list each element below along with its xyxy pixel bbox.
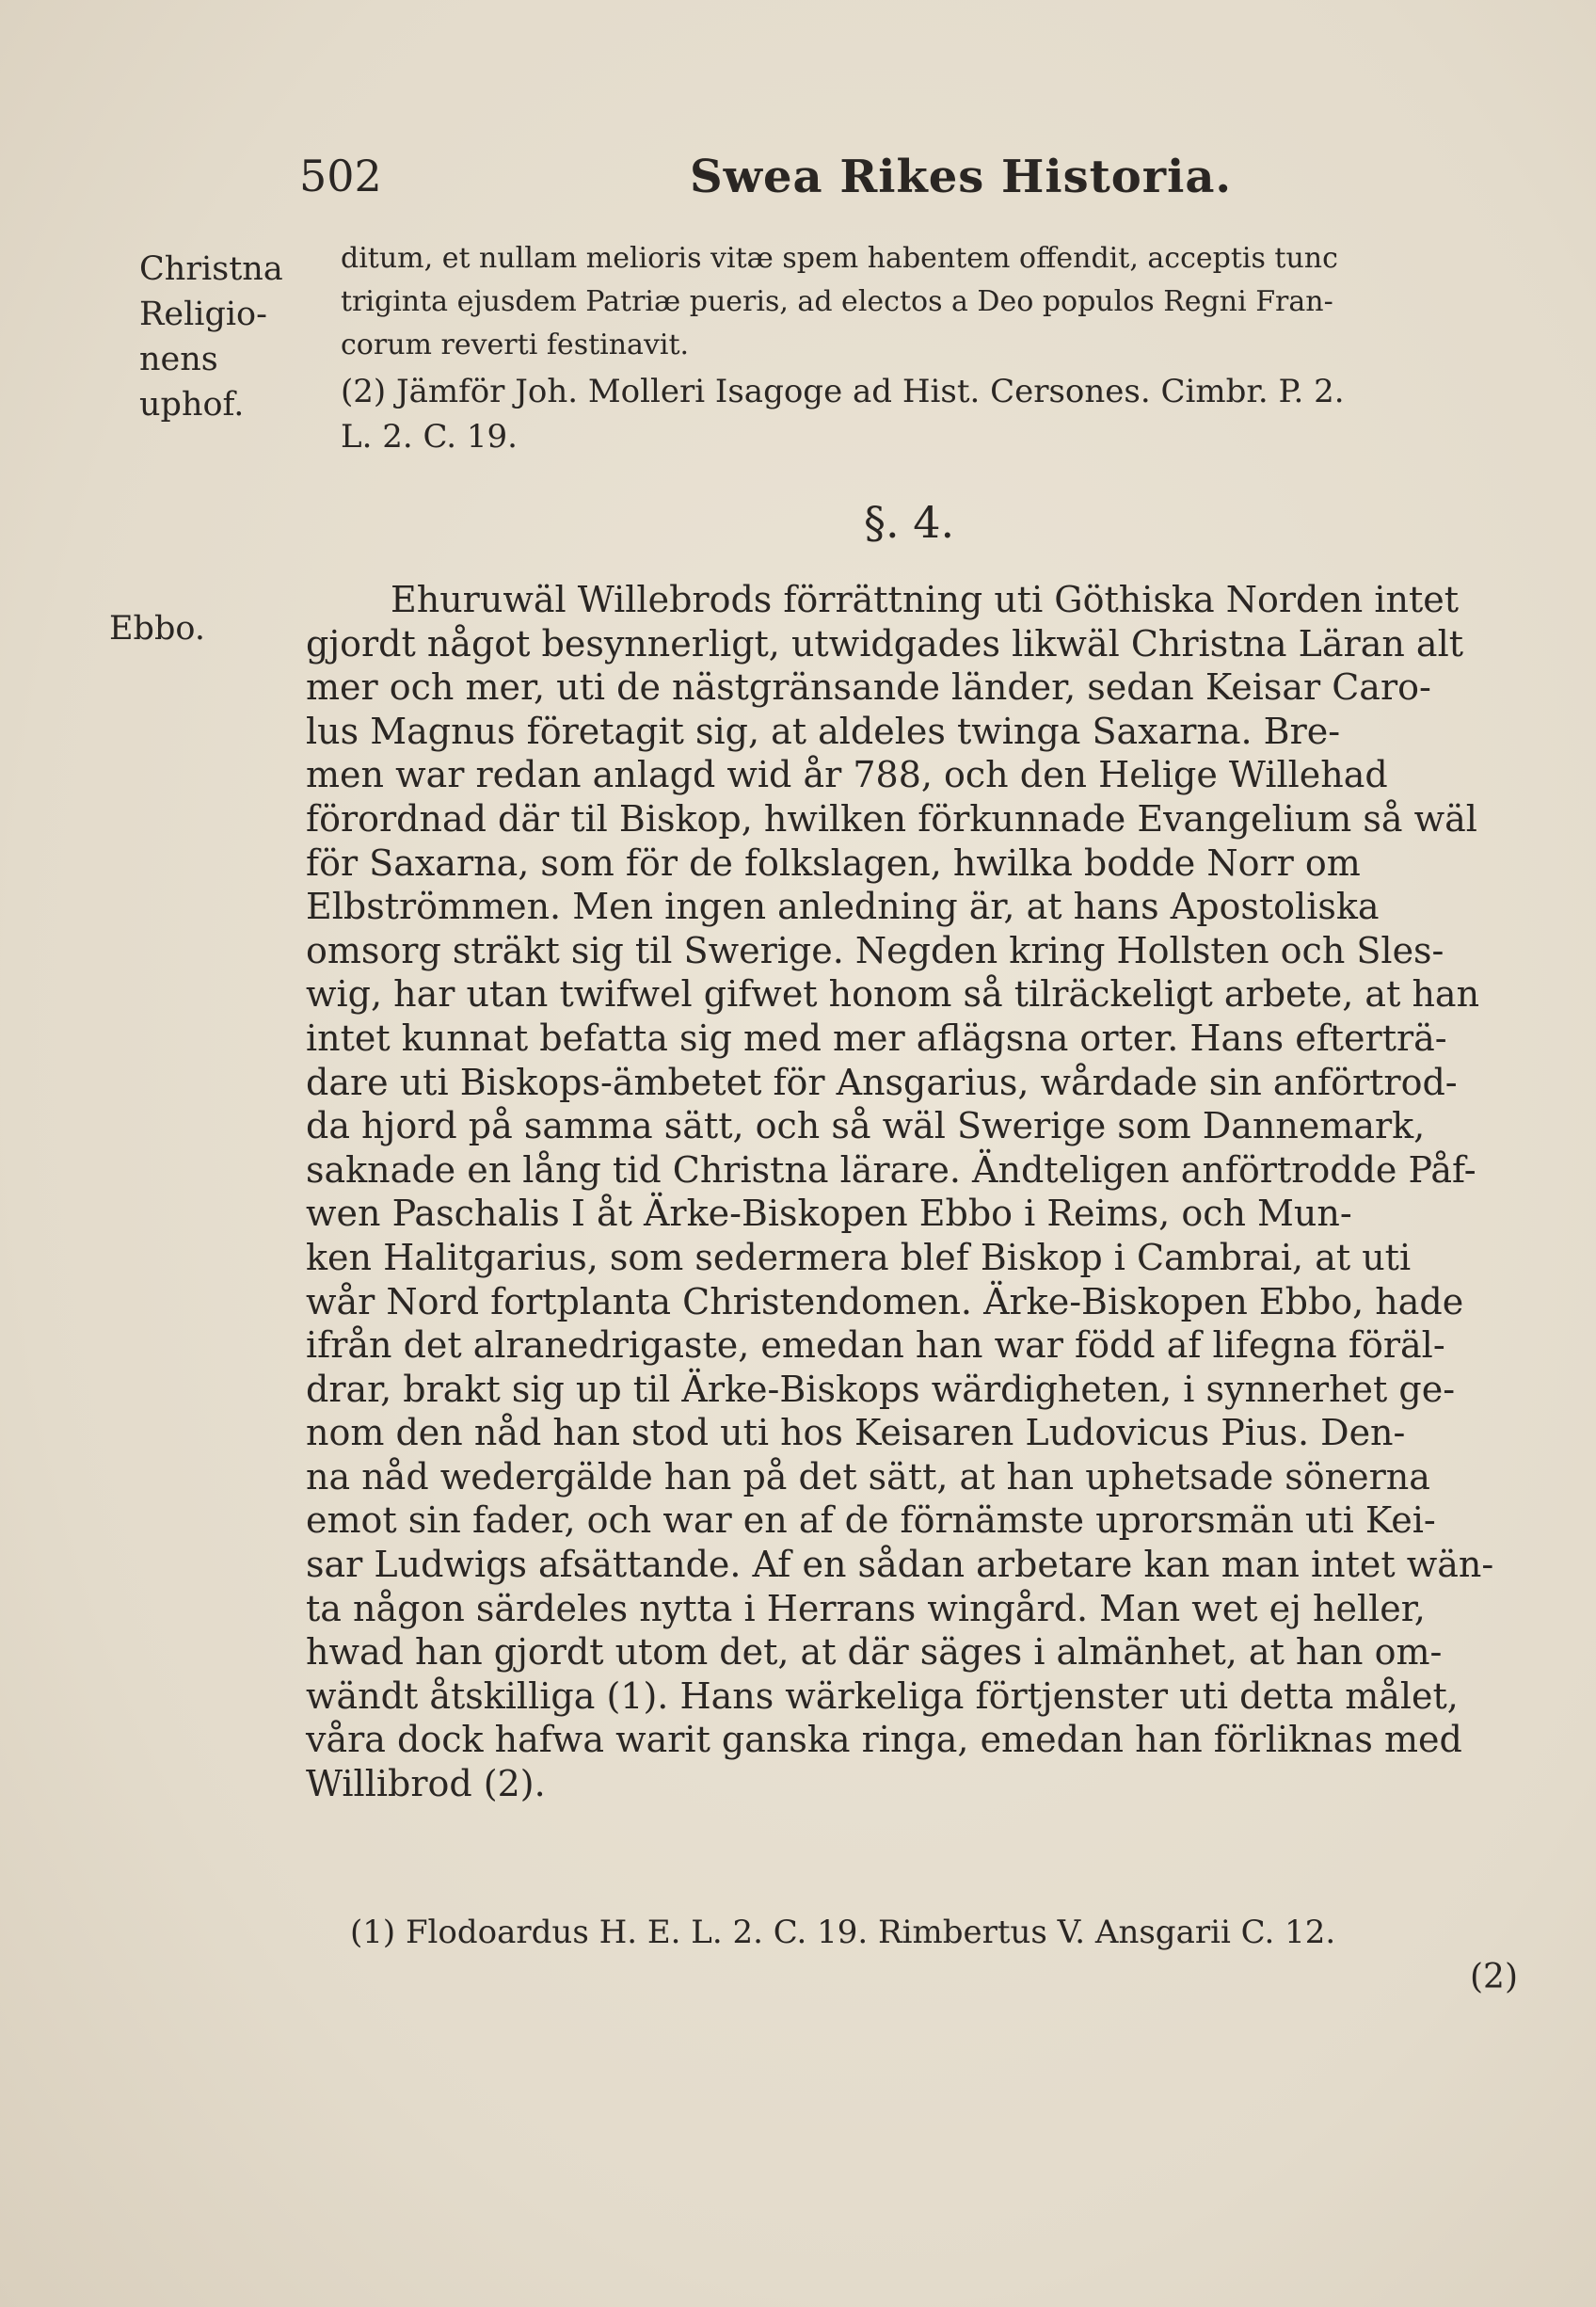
margin-note-ebbo: Ebbo. [109,610,205,648]
margin-note-line: Religio- [139,296,267,333]
footnote-line: ditum, et nullam melioris vitæ spem habentem offendit, acceptis tunc [341,242,1338,275]
body-line: Willibrod (2). [306,1763,546,1805]
body-line: Ehuruwäl Willebrods förrättning uti Göthiska Norden intet [391,579,1460,620]
body-line: dare uti Biskops-ämbetet för Ansgarius, wårdade sin anförtrod- [306,1061,1458,1103]
body-line: sar Ludwigs afsättande. Af en sådan arbetare kan man intet wän- [306,1544,1494,1586]
body-line: men war redan anlagd wid år 788, och den Helige Willehad [306,754,1388,796]
body-line: lus Magnus företagit sig, at aldeles twinga Saxarna. Bre- [306,710,1341,752]
footnote-continuation [341,237,1531,367]
body-line: na nåd wedergälde han på det sätt, at han uphetsade sönerna [306,1455,1430,1498]
body-line: wår Nord fortplanta Christendomen. Ärke-Biskopen Ebbo, hade [306,1280,1464,1322]
body-line: Elbströmmen. Men ingen anledning är, at hans Apostoliska [306,886,1380,928]
body-line: intet kunnat befatta sig med mer aflägsna orter. Hans efterträ- [306,1017,1447,1059]
body-line: mer och mer, uti de nästgränsande länder, sedan Keisar Caro- [306,666,1431,709]
footnote-1: (1) Flodoardus H. E. L. 2. C. 19. Rimbertus V. Ansgarii C. 12. [350,1914,1336,1951]
page-header [299,151,1532,207]
running-title: Swea Rikes Historia. [690,151,1233,203]
margin-note-line: nens [139,341,218,378]
margin-note-christna-religionens-uphof [139,247,283,427]
margin-note-line: uphof. [139,386,245,424]
body-line: da hjord på samma sätt, och så wäl Swerige som Dannemark, [306,1105,1426,1147]
body-line: gjordt något besynnerligt, utwidgades likwäl Christna Läran alt [306,622,1464,665]
body-line: ta någon särdeles nytta i Herrans wingård. Man wet ej heller, [306,1587,1426,1629]
body-line: våra dock hafwa warit ganska ringa, emedan han förliknas med [306,1719,1462,1761]
footnote-line: triginta ejusdem Patriæ pueris, ad electos a Deo populos Regni Fran- [341,285,1333,318]
body-line: hwad han gjordt utom det, at där säges i almänhet, at han om- [306,1631,1443,1674]
body-line: wig, har utan twifwel gifwet honom så tilräckeligt arbete, at han [306,973,1480,1016]
footnote-line: (2) Jämför Joh. Molleri Isagoge ad Hist. Cersones. Cimbr. P. 2. [341,373,1345,410]
body-line: wen Paschalis I åt Ärke-Biskopen Ebbo i Reims, och Mun- [306,1193,1352,1235]
body-line: omsorg sträkt sig til Swerige. Negden kring Hollsten och Sles- [306,929,1444,971]
body-line: wändt åtskilliga (1). Hans wärkeliga förtjenster uti detta målet, [306,1674,1459,1717]
body-line: emot sin fader, och war en af de förnämste uprorsmän uti Kei- [306,1499,1436,1542]
margin-note-line: Christna [139,250,283,288]
body-line: ken Halitgarius, som sedermera blef Biskop i Cambrai, at uti [306,1236,1412,1278]
body-text [306,578,1529,1806]
page-number: 502 [299,151,382,201]
section-heading: §. 4. [864,497,955,548]
body-line: nom den nåd han stod uti hos Keisaren Ludovicus Pius. Den- [306,1412,1406,1454]
footnote-line: corum reverti festinavit. [341,328,690,361]
body-line: för Saxarna, som för de folkslagen, hwilka bodde Norr om [306,841,1361,884]
footnote-2 [341,369,1531,459]
body-line: ifrån det alranedrigaste, emedan han war född af lifegna föräl- [306,1324,1445,1367]
body-line: förordnad där til Biskop, hwilken förkunnade Evangelium så wäl [306,797,1477,840]
body-line: saknade en lång tid Christna lärare. Ändteligen anförtrodde Påf- [306,1148,1476,1191]
footnote-line: L. 2. C. 19. [341,418,518,456]
catchword: (2) [1470,1958,1518,1996]
body-line: drar, brakt sig up til Ärke-Biskops wärdigheten, i synnerhet ge- [306,1368,1456,1410]
